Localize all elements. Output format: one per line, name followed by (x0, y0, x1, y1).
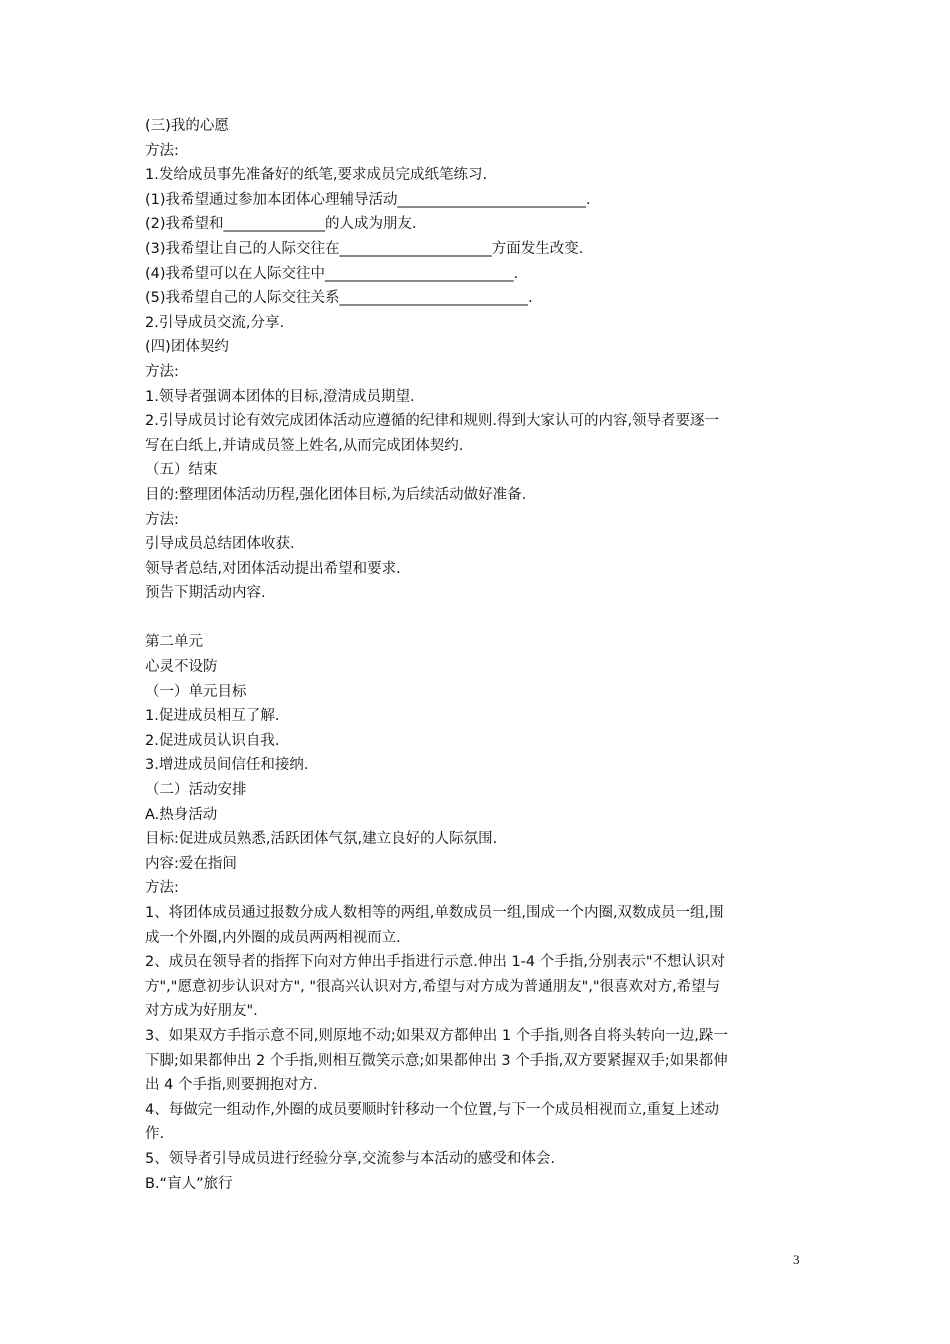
heading-blind-journey: B.“盲人”旅行 (145, 1175, 233, 1192)
text-line: 1.发给成员事先准备好的纸笔,要求成员完成纸笔练习. (145, 167, 488, 184)
text-line: 2.引导成员讨论有效完成团体活动应遵循的纪律和规则.得到大家认可的内容,领导者要逐一 (145, 413, 720, 430)
page-number: 3 (793, 1252, 800, 1267)
text-line: 方","愿意初步认识对方", "很高兴认识对方,希望与对方成为普通朋友","很喜欢对方,希望与 (145, 978, 721, 995)
method-label: 方法: (145, 511, 179, 528)
fill-in-line: (5)我希望自己的人际交往关系__________________________. (145, 290, 533, 307)
text-line: 预告下期活动内容. (145, 585, 266, 602)
fill-in-line: (4)我希望可以在人际交往中__________________________. (145, 265, 519, 282)
heading-unit-goals: （一）单元目标 (145, 683, 247, 700)
fill-in-line: (2)我希望和______________的人成为朋友. (145, 216, 417, 233)
text-line: 出 4 个手指,则要拥抱对方. (145, 1077, 318, 1094)
method-label: 方法: (145, 142, 179, 159)
text-line: 内容:爱在指间 (145, 855, 237, 872)
heading-my-wish: (三)我的心愿 (145, 118, 229, 134)
text-line: 4、每做完一组动作,外圈的成员要顺时针移动一个位置,与下一个成员相视而立,重复上述动 (145, 1101, 720, 1118)
text-line: 写在白纸上,并请成员签上姓名,从而完成团体契约. (145, 437, 464, 454)
text-line: 2.促进成员认识自我. (145, 732, 280, 749)
text-line: 1.领导者强调本团体的目标,澄清成员期望. (145, 388, 415, 405)
text-line: 5、领导者引导成员进行经验分享,交流参与本活动的感受和体会. (145, 1150, 555, 1167)
fill-in-line: (1)我希望通过参加本团体心理辅导活动__________________________. (145, 191, 591, 208)
unit-subtitle: 心灵不设防 (145, 659, 218, 676)
text-line: 下脚;如果都伸出 2 个手指,则相互微笑示意;如果都伸出 3 个手指,双方要紧握双手;如果都伸 (145, 1052, 728, 1069)
text-line: 2.引导成员交流,分享. (145, 314, 285, 331)
method-label: 方法: (145, 880, 179, 897)
text-line: 2、成员在领导者的指挥下向对方伸出手指进行示意.伸出 1-4 个手指,分别表示"不想认识对 (145, 954, 726, 971)
unit-title: 第二单元 (145, 634, 203, 651)
text-line: 3、如果双方手指示意不同,则原地不动;如果双方都伸出 1 个手指,则各自将头转向一边,跺一 (145, 1027, 728, 1044)
text-line: 作. (145, 1126, 165, 1143)
text-line: 引导成员总结团体收获. (145, 536, 295, 553)
blank-line (145, 606, 810, 631)
text-line: 3.增进成员间信任和接纳. (145, 757, 309, 774)
text-line: 目的:整理团体活动历程,强化团体目标,为后续活动做好准备. (145, 486, 527, 503)
text-line: 成一个外圈,内外圈的成员两两相视而立. (145, 929, 401, 946)
text-line: 领导者总结,对团体活动提出希望和要求. (145, 560, 401, 577)
heading-warmup: A.热身活动 (145, 806, 218, 823)
document-body (145, 114, 810, 1196)
fill-in-line: (3)我希望让自己的人际交往在_____________________方面发生改变. (145, 240, 584, 257)
method-label: 方法: (145, 363, 179, 380)
text-line: 1、将团体成员通过报数分成人数相等的两组,单数成员一组,围成一个内圈,双数成员一组,围 (145, 905, 724, 921)
text-line: 对方成为好朋友". (145, 1003, 258, 1020)
heading-activity-plan: （二）活动安排 (145, 782, 247, 799)
text-line: 1.促进成员相互了解. (145, 708, 280, 725)
text-line: 目标:促进成员熟悉,活跃团体气氛,建立良好的人际氛围. (145, 831, 498, 848)
heading-group-contract: (四)团体契约 (145, 339, 229, 356)
heading-ending: （五）结束 (145, 462, 218, 479)
